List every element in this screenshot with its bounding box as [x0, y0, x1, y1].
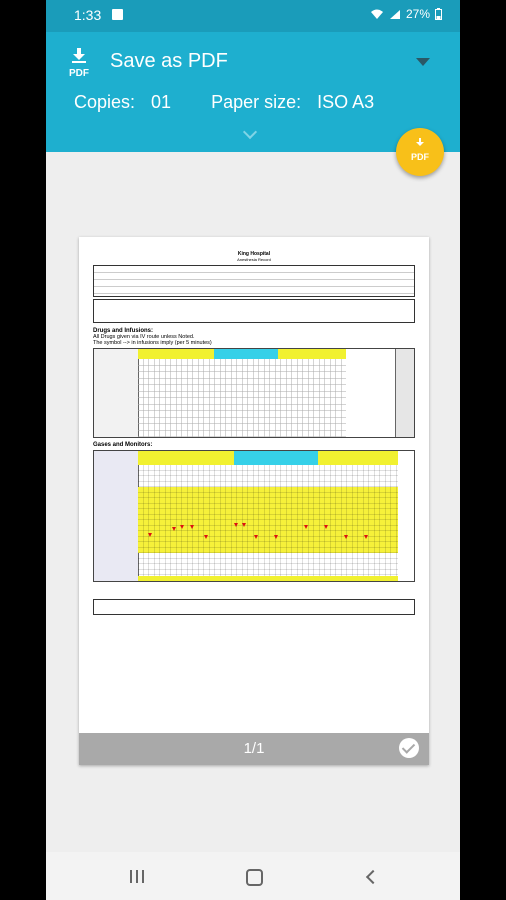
vitals-marker — [304, 525, 308, 529]
page-selection-bar — [79, 733, 429, 765]
vitals-marker — [242, 523, 246, 527]
vitals-marker — [234, 523, 238, 527]
gases-cells — [138, 465, 398, 581]
status-icons — [370, 7, 442, 21]
doc-summary-box — [93, 599, 415, 615]
drugs-table — [93, 348, 415, 438]
status-bar — [46, 0, 460, 32]
status-time: 1:33 — [74, 7, 102, 23]
vitals-marker — [364, 535, 368, 539]
vitals-marker — [324, 525, 328, 529]
vitals-marker — [254, 535, 258, 539]
gases-table — [93, 450, 415, 582]
drugs-time-header-highlight — [214, 349, 278, 359]
vitals-marker — [344, 535, 348, 539]
download-arrow-icon — [416, 138, 424, 147]
pdf-download-icon — [64, 46, 94, 78]
fab-label: PDF — [411, 152, 429, 162]
print-options-header — [46, 32, 460, 152]
doc-hospital-name: King Hospital — [237, 251, 271, 257]
vitals-marker — [274, 535, 278, 539]
doc-drugs-note2: The symbol --> in infusions imply (per 5 minutes) — [93, 340, 212, 346]
page-preview[interactable] — [79, 237, 429, 765]
chevron-down-icon[interactable] — [416, 58, 430, 66]
gases-time-header-highlight — [234, 451, 318, 465]
vitals-marker — [190, 525, 194, 529]
gases-row-labels — [94, 451, 139, 581]
printer-select-title[interactable]: Save as PDF — [110, 50, 228, 72]
doc-notes-area — [93, 587, 415, 597]
paper-size-value: ISO A3 — [317, 92, 375, 112]
system-nav-bar — [46, 852, 460, 900]
gases-footer-row — [138, 576, 398, 581]
battery-icon — [435, 8, 442, 20]
vitals-marker — [204, 535, 208, 539]
wifi-icon — [370, 9, 384, 20]
doc-drugs-note1: All Drugs given via IV route unless Noted. — [93, 334, 195, 340]
battery-percent: 27% — [405, 7, 430, 21]
save-pdf-button[interactable] — [396, 128, 444, 176]
vitals-marker — [172, 527, 176, 531]
technique-table — [93, 299, 415, 323]
drugs-cells — [138, 359, 346, 437]
recents-button[interactable] — [130, 870, 144, 883]
copies-value: 01 — [151, 92, 172, 112]
page-selected-check-icon[interactable] — [399, 738, 419, 758]
back-button[interactable] — [366, 870, 380, 884]
drugs-row-labels — [94, 349, 139, 437]
expand-options-icon[interactable] — [243, 125, 257, 139]
phone-screen — [46, 0, 460, 900]
home-button[interactable] — [246, 869, 263, 886]
copies-label: Copies: — [74, 92, 136, 112]
patient-info-table — [93, 265, 415, 297]
page-counter: 1/1 — [243, 740, 265, 757]
vitals-marker — [148, 533, 152, 537]
signal-icon — [389, 9, 401, 20]
doc-section-drugs: Drugs and Infusions: — [93, 328, 153, 334]
paper-size-label: Paper size: — [211, 92, 302, 112]
doc-record-title: Anesthesia Record — [237, 257, 271, 262]
print-options-summary[interactable] — [74, 92, 374, 113]
doc-section-gases: Gases and Monitors: — [93, 442, 153, 448]
document-thumbnail — [93, 251, 415, 615]
drugs-totals-column — [395, 349, 414, 437]
vitals-marker — [180, 525, 184, 529]
pdf-icon-text: PDF — [69, 68, 89, 78]
notification-icon — [112, 9, 123, 20]
